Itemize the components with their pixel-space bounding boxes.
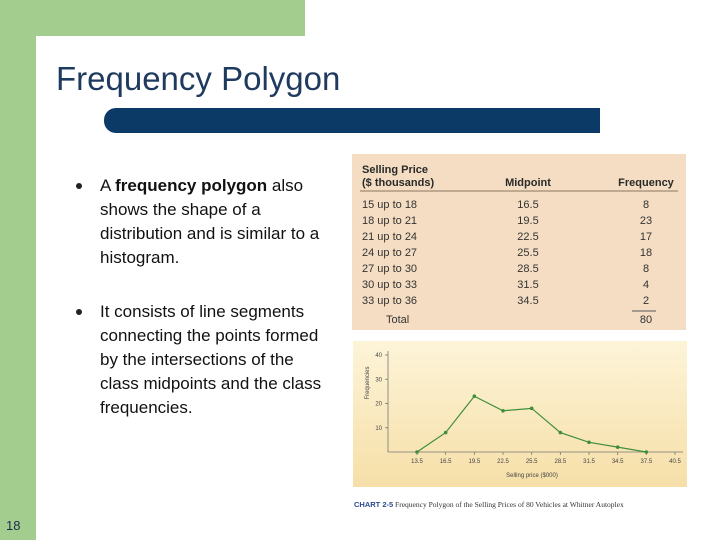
table-cell-range: 18 up to 21: [362, 215, 418, 227]
data-point: [530, 407, 534, 411]
x-tick-label: 19.5: [468, 459, 481, 465]
y-tick-label: 20: [375, 401, 382, 408]
y-tick-label: 40: [375, 353, 382, 359]
table-cell-range: 33 up to 36: [362, 295, 418, 307]
header-selling-price-units: ($ thousands): [362, 177, 435, 189]
data-point: [559, 431, 563, 435]
x-tick-label: 34.5: [611, 459, 624, 465]
slide-title: Frequency Polygon: [56, 60, 341, 97]
slide-number: 18: [6, 518, 21, 533]
bullet-dot-icon: [76, 309, 82, 315]
table-cell-range: 15 up to 18: [362, 199, 418, 211]
data-point: [616, 445, 620, 449]
bullet-text: A frequency polygon also shows the shape of a distribution and is similar to a histogram.: [100, 176, 320, 267]
table-cell-frequency: 8: [642, 263, 650, 275]
table-cell-midpoint: 22.5: [517, 231, 539, 243]
y-tick-label: 10: [375, 425, 382, 432]
table-cell-frequency: 4: [642, 279, 650, 291]
table-cell-midpoint: 34.5: [517, 295, 539, 307]
data-point: [645, 450, 649, 454]
x-tick-label: 25.5: [525, 459, 538, 465]
frequency-table-graphic: [352, 154, 686, 330]
table-cell-frequency: 17: [639, 231, 653, 243]
table-cell-midpoint: 25.5: [517, 247, 539, 259]
decorative-green-strip: [0, 0, 36, 540]
table-cell-midpoint: 16.5: [517, 199, 539, 211]
table-cell-midpoint: 31.5: [517, 279, 539, 291]
table-cell-frequency: 23: [639, 215, 653, 227]
data-point: [444, 431, 448, 435]
data-point: [501, 409, 505, 413]
x-tick-label: 28.5: [554, 459, 567, 465]
bullet-item: [76, 300, 326, 420]
table-cell-frequency: 18: [639, 247, 653, 259]
chart-svg: [353, 341, 687, 487]
bullet-list: [76, 174, 326, 450]
title-underline-bar: [104, 108, 600, 133]
total-value: 80: [639, 314, 653, 326]
bullet-text: It consists of line segments connecting the points formed by the intersections of the class midpoints and the class frequencies.: [100, 302, 322, 417]
decorative-green-strip-top: [0, 0, 305, 36]
x-tick-label: 40.5: [669, 459, 681, 465]
y-axis-label: Frequencies: [365, 366, 371, 400]
bullet-dot-icon: [76, 183, 82, 189]
table-cell-range: 27 up to 30: [362, 263, 418, 275]
header-midpoint: Midpoint: [505, 177, 551, 189]
table-rows: [362, 199, 652, 307]
header-selling-price: Selling Price: [362, 164, 429, 176]
x-tick-label: 13.5: [411, 459, 423, 465]
chart-background: [353, 341, 687, 487]
caption-text: Frequency Polygon of the Selling Prices of 80 Vehicles at Whitner Autoplex: [395, 500, 624, 509]
y-tick-label: 30: [375, 377, 382, 384]
data-point: [587, 441, 591, 445]
caption-tag: CHART 2-5: [354, 500, 394, 509]
table-cell-range: 21 up to 24: [362, 231, 418, 243]
header-frequency: Frequency: [618, 177, 674, 189]
frequency-polygon-chart: [353, 341, 687, 487]
table-cell-midpoint: 19.5: [517, 215, 539, 227]
x-axis-label: Selling price ($000): [506, 473, 558, 479]
bullet-item: [76, 174, 326, 270]
data-point: [415, 450, 419, 454]
table-cell-range: 30 up to 33: [362, 279, 418, 291]
x-tick-label: 31.5: [583, 459, 595, 465]
table-cell-frequency: 8: [642, 199, 650, 211]
frequency-table: [352, 154, 686, 330]
table-cell-frequency: 2: [642, 295, 650, 307]
table-cell-midpoint: 28.5: [517, 263, 539, 275]
x-tick-label: 22.5: [497, 459, 509, 465]
x-tick-label: 37.5: [640, 459, 653, 465]
table-cell-range: 24 up to 27: [362, 247, 418, 259]
chart-caption: [354, 500, 694, 509]
x-tick-label: 16.5: [439, 459, 452, 465]
data-point: [473, 394, 477, 398]
total-label: Total: [386, 314, 410, 326]
